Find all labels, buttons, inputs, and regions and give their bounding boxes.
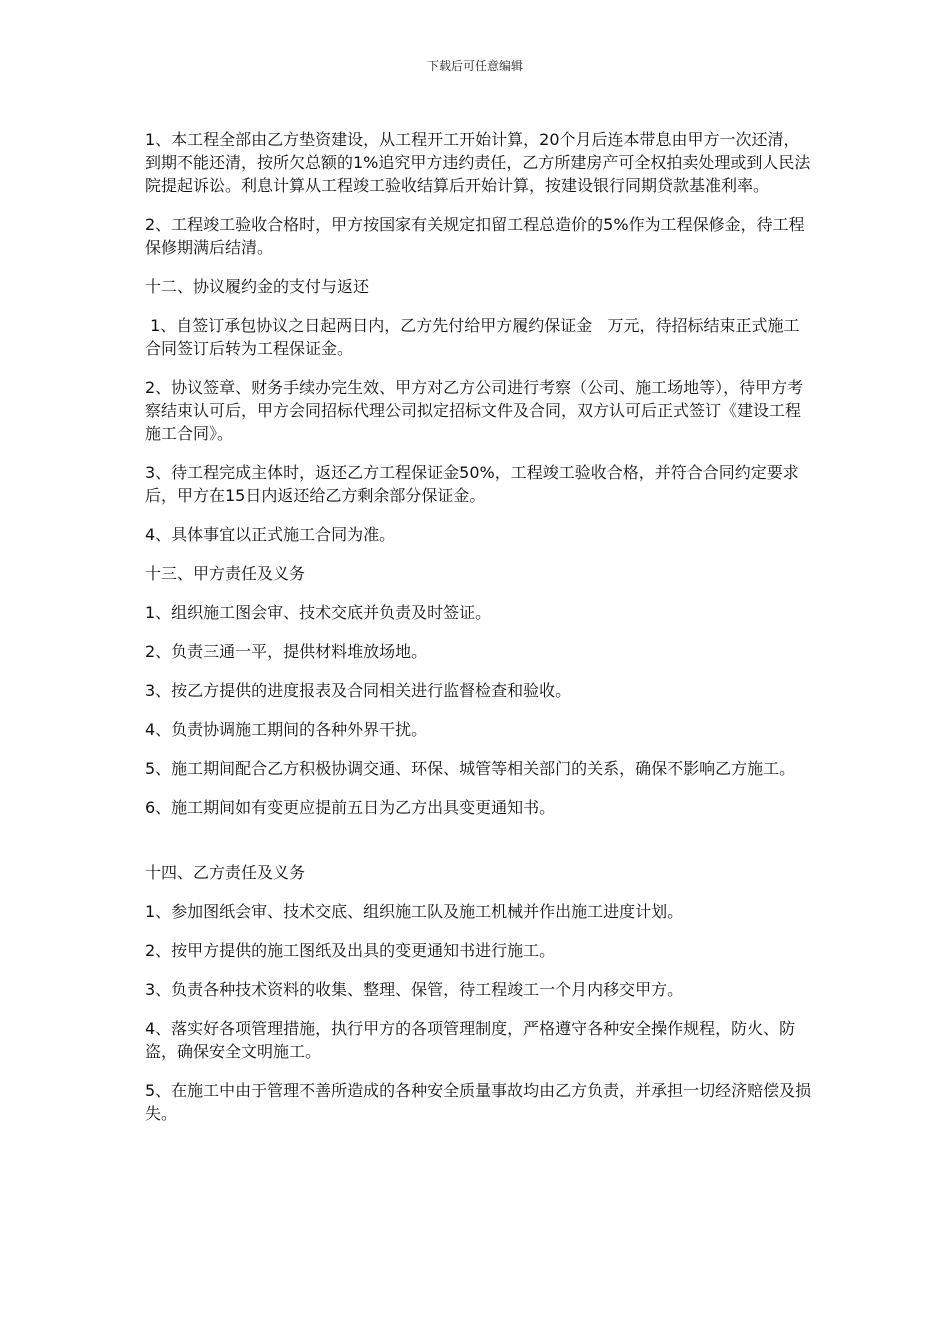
paragraph-13-1: 1、组织施工图会审、技术交底并负责及时签证。 <box>145 603 492 622</box>
paragraph-14-4: 4、落实好各项管理措施，执行甲方的各项管理制度，严格遵守各种安全操作规程，防火、防盗，确保安全文明施工。 <box>145 1019 796 1061</box>
paragraph-14-3: 3、负责各种技术资料的收集、整理、保管，待工程竣工一个月内移交甲方。 <box>145 980 684 999</box>
paragraph-14-5: 5、在施工中由于管理不善所造成的各种安全质量事故均由乙方负责，并承担一切经济赔偿及损失。 <box>145 1081 812 1123</box>
paragraph-12-4: 4、具体事宜以正式施工合同为准。 <box>145 525 396 544</box>
paragraph-13-3: 3、按乙方提供的进度报表及合同相关进行监督检查和验收。 <box>145 681 572 700</box>
paragraph-13-2: 2、负责三通一平，提供材料堆放场地。 <box>145 642 428 661</box>
section-heading-14: 十四、乙方责任及义务 <box>145 863 306 882</box>
paragraph-14-2: 2、按甲方提供的施工图纸及出具的变更通知书进行施工。 <box>145 941 556 960</box>
paragraph-13-4: 4、负责协调施工期间的各种外界干扰。 <box>145 720 428 739</box>
paragraph-13-5: 5、施工期间配合乙方积极协调交通、环保、城管等相关部门的关系，确保不影响乙方施工。 <box>145 759 796 778</box>
paragraph-12-2: 2、协议签章、财务手续办完生效、甲方对乙方公司进行考察（公司、施工场地等），待甲方考察结束认可后，甲方会同招标代理公司拟定招标文件及合同，双方认可后正式签订《建设工程施工合同》。 <box>145 378 804 443</box>
page-header: 下载后可任意编辑 <box>426 59 523 73</box>
paragraph-12-1: 1、自签订承包协议之日起两日内，乙方先付给甲方履约保证金 万元，待招标结束正式施工合同签订后转为工程保证金。 <box>145 316 800 358</box>
paragraph-13-6: 6、施工期间如有变更应提前五日为乙方出具变更通知书。 <box>145 798 556 817</box>
paragraph-clause-1: 1、本工程全部由乙方垫资建设，从工程开工开始计算，20个月后连本带息由甲方一次还清，到期不能还清，按所欠总额的1%追究甲方违约责任，乙方所建房产可全权拍卖处理或到人民法院提起诉讼。利息计算从工程竣工验收结算后开始计算，按建设银行同期贷款基准利率。 <box>145 130 811 195</box>
paragraph-14-1: 1、参加图纸会审、技术交底、组织施工队及施工机械并作出施工进度计划。 <box>145 902 684 921</box>
section-heading-12: 十二、协议履约金的支付与返还 <box>145 277 370 296</box>
section-heading-13: 十三、甲方责任及义务 <box>145 564 306 583</box>
paragraph-12-3: 3、待工程完成主体时，返还乙方工程保证金50%，工程竣工验收合格，并符合合同约定要求后，甲方在15日内返还给乙方剩余部分保证金。 <box>145 463 799 505</box>
paragraph-clause-2: 2、工程竣工验收合格时，甲方按国家有关规定扣留工程总造价的5%作为工程保修金，待工程保修期满后结清。 <box>145 215 805 257</box>
document-body <box>145 128 813 1141</box>
